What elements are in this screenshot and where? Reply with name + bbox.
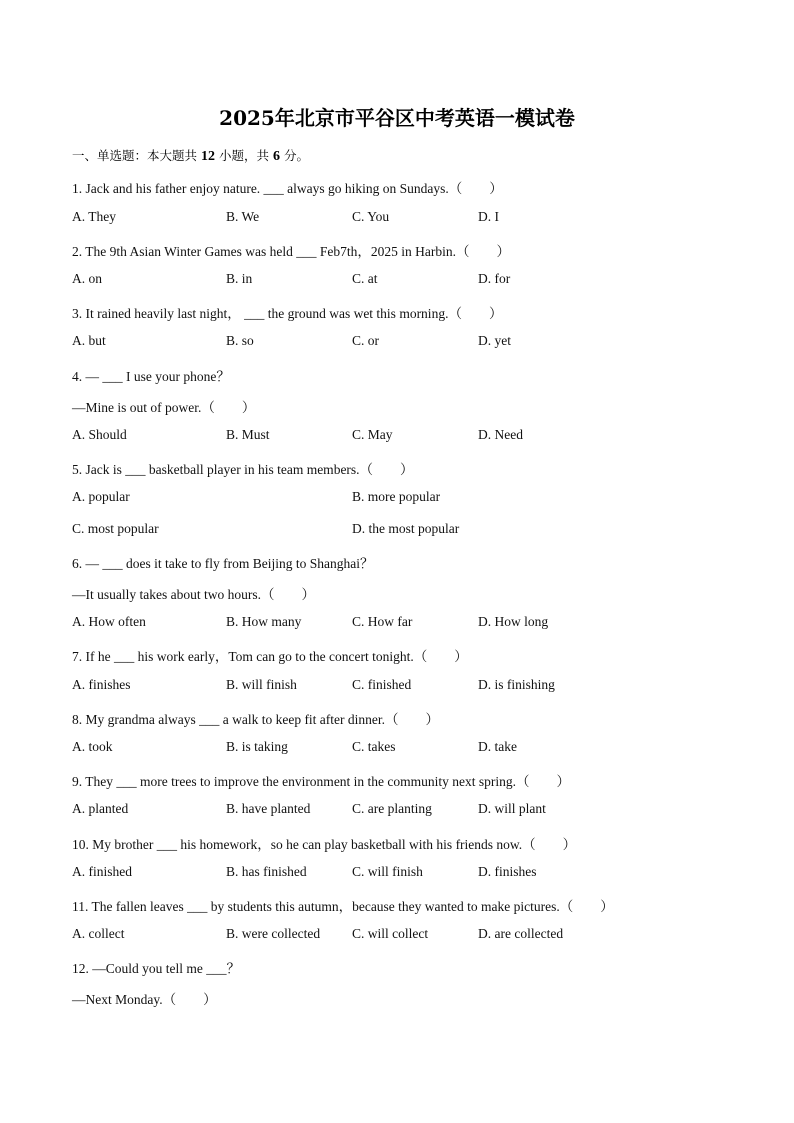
question-3-option-d[interactable]: D. yet: [478, 333, 511, 348]
section-count: 12: [201, 149, 215, 164]
question-7-option-c[interactable]: C. finished: [352, 677, 412, 692]
question-7-option-b[interactable]: B. will finish: [226, 677, 297, 692]
question-4-stem-reply: —Mine is out of power.（ ）: [72, 400, 256, 415]
question-4-option-c[interactable]: C. May: [352, 427, 393, 442]
question-10-option-d[interactable]: D. finishes: [478, 864, 537, 879]
question-2-option-c[interactable]: C. at: [352, 271, 378, 286]
section-suffix: 分。: [283, 148, 309, 163]
question-2-option-d[interactable]: D. for: [478, 271, 511, 286]
question-3-stem: 3. It rained heavily last night， ___ the ground was wet this morning.（ ）: [72, 306, 503, 321]
question-11-stem: 11. The fallen leaves ___ by students this autumn，because they wanted to make pictures.（ ）: [72, 899, 614, 914]
question-2-option-b[interactable]: B. in: [226, 271, 253, 286]
question-12-stem-reply: —Next Monday.（ ）: [72, 992, 217, 1007]
question-4-option-b[interactable]: B. Must: [226, 427, 270, 442]
question-3-option-c[interactable]: C. or: [352, 333, 379, 348]
section-middle: 小题，共: [218, 148, 269, 163]
question-11-option-b[interactable]: B. were collected: [226, 926, 321, 941]
question-6-option-a[interactable]: A. How often: [72, 614, 146, 629]
question-10-option-b[interactable]: B. has finished: [226, 864, 307, 879]
question-1-option-a[interactable]: A. They: [72, 209, 116, 224]
question-8-stem: 8. My grandma always ___ a walk to keep fit after dinner.（ ）: [72, 712, 440, 727]
question-9-option-d[interactable]: D. will plant: [478, 801, 546, 816]
question-9-option-c[interactable]: C. are planting: [352, 801, 432, 816]
question-7-option-a[interactable]: A. finishes: [72, 677, 131, 692]
question-11-option-d[interactable]: D. are collected: [478, 926, 564, 941]
question-9-stem: 9. They ___ more trees to improve the environment in the community next spring.（ ）: [72, 774, 571, 789]
section-heading: [72, 146, 309, 165]
question-9-option-a[interactable]: A. planted: [72, 801, 129, 816]
question-11-option-a[interactable]: A. collect: [72, 926, 125, 941]
question-6-stem-reply: —It usually takes about two hours.（ ）: [72, 587, 315, 602]
question-12-stem: 12. —Could you tell me ___？: [72, 961, 240, 976]
section-prefix: 一、单选题：本大题共: [72, 148, 198, 163]
question-9-option-b[interactable]: B. have planted: [226, 801, 311, 816]
question-10-option-c[interactable]: C. will finish: [352, 864, 423, 879]
question-1-option-b[interactable]: B. We: [226, 209, 260, 224]
question-3-option-a[interactable]: A. but: [72, 333, 106, 348]
question-6-option-c[interactable]: C. How far: [352, 614, 413, 629]
section-points: 6: [272, 149, 280, 164]
question-8-option-b[interactable]: B. is taking: [226, 739, 288, 754]
question-5-option-a[interactable]: A. popular: [72, 489, 130, 504]
question-6-option-b[interactable]: B. How many: [226, 614, 302, 629]
question-1-option-c[interactable]: C. You: [352, 209, 390, 224]
question-5-stem: 5. Jack is ___ basketball player in his team members.（ ）: [72, 462, 414, 477]
question-6-option-d[interactable]: D. How long: [478, 614, 549, 629]
question-1-option-d[interactable]: D. I: [478, 209, 499, 224]
question-10-option-a[interactable]: A. finished: [72, 864, 132, 879]
question-10-stem: 10. My brother ___ his homework，so he can play basketball with his friends now.（ ）: [72, 837, 577, 852]
question-4-option-a[interactable]: A. Should: [72, 427, 127, 442]
question-4-option-d[interactable]: D. Need: [478, 427, 523, 442]
question-3-option-b[interactable]: B. so: [226, 333, 254, 348]
question-7-stem: 7. If he ___ his work early，Tom can go to the concert tonight.（ ）: [72, 649, 468, 664]
question-5-option-b[interactable]: B. more popular: [352, 489, 441, 504]
question-11-option-c[interactable]: C. will collect: [352, 926, 429, 941]
question-2-option-a[interactable]: A. on: [72, 271, 102, 286]
question-8-option-c[interactable]: C. takes: [352, 739, 396, 754]
question-7-option-d[interactable]: D. is finishing: [478, 677, 555, 692]
question-5-option-c[interactable]: C. most popular: [72, 521, 159, 536]
question-8-option-a[interactable]: A. took: [72, 739, 113, 754]
question-2-stem: 2. The 9th Asian Winter Games was held ___ Feb7th，2025 in Harbin.（ ）: [72, 244, 511, 259]
question-1-stem: 1. Jack and his father enjoy nature. ___ always go hiking on Sundays.（ ）: [72, 181, 503, 196]
question-8-option-d[interactable]: D. take: [478, 739, 517, 754]
page-title: 2025年北京市平谷区中考英语一模试卷: [219, 106, 575, 130]
question-6-stem: 6. — ___ does it take to fly from Beijing to Shanghai？: [72, 556, 374, 571]
question-4-stem: 4. — ___ I use your phone？: [72, 369, 230, 384]
question-5-option-d[interactable]: D. the most popular: [352, 521, 460, 536]
